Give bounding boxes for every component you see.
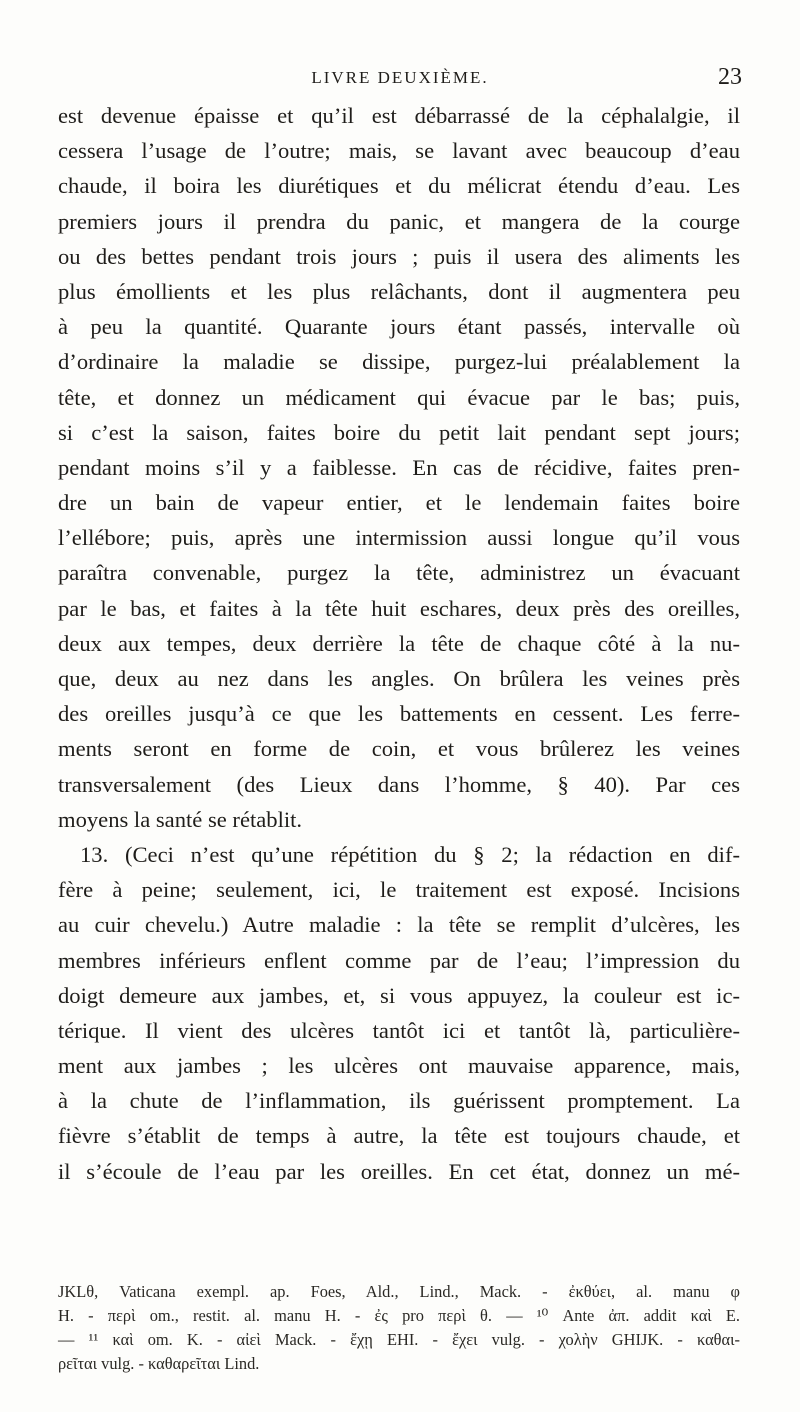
text-line: deux aux tempes, deux derrière la tête de chaque côté à la nu- [58,630,740,656]
page-number: 23 [718,64,742,90]
text-line: premiers jours il prendra du panic, et mangera de la courge [58,208,740,234]
text-line: ment aux jambes ; les ulcères ont mauvaise apparence, mais, [58,1053,740,1079]
text-line: tête, et donnez un médicament qui évacue par le bas; puis, [58,384,740,410]
footnote-line: — ¹¹ καὶ om. K. - αἰεὶ Mack. - ἔχῃ EHI. - ἔχει vulg. - χολὴν GHIJK. - καθαι- [58,1330,740,1349]
footnote-line: JKLθ, Vaticana exempl. ap. Foes, Ald., Lind., Mack. - ἐκθύει, al. manu φ [58,1282,740,1301]
text-line: membres inférieurs enflent comme par de l’eau; l’impression du [58,947,740,973]
text-line: dre un bain de vapeur entier, et le lendemain faites boire [58,490,740,516]
text-line: l’ellébore; puis, après une intermission aussi longue qu’il vous [58,525,740,551]
text-line: doigt demeure aux jambes, et, si vous appuyez, la couleur est ic- [58,982,740,1008]
text-line: à peu la quantité. Quarante jours étant passés, intervalle où [58,314,740,340]
text-line: chaude, il boira les diurétiques et du mélicrat étendu d’eau. Les [58,173,740,199]
text-line: cessera l’usage de l’outre; mais, se lavant avec beaucoup d’eau [58,138,740,164]
text-line: d’ordinaire la maladie se dissipe, purgez-lui préalablement la [58,349,740,375]
text-line: fièvre s’établit de temps à autre, la tête est toujours chaude, et [58,1123,740,1149]
text-line: est devenue épaisse et qu’il est débarrassé de la céphalalgie, il [58,103,740,128]
text-line: 13. (Ceci n’est qu’une répétition du § 2; la rédaction en dif- [80,841,740,867]
text-line: des oreilles jusqu’à ce que les battements en cessent. Les ferre- [58,701,740,727]
footnote-line: ρεῖται vulg. - καθαρεῖται Lind. [58,1354,260,1373]
main-text [58,98,740,1189]
text-line: par le bas, et faites à la tête huit eschares, deux près des oreilles, [58,595,740,621]
footnote-line: H. - περὶ om., restit. al. manu H. - ἐς pro περὶ θ. — ¹⁰ Ante ἀπ. addit καὶ E. [58,1306,740,1325]
text-line: transversalement (des Lieux dans l’homme, § 40). Par ces [58,771,740,797]
text-line: moyens la santé se rétablit. [58,806,303,832]
footnotes [58,1280,740,1376]
text-line: térique. Il vient des ulcères tantôt ici et tantôt là, particulière- [58,1017,740,1043]
text-line: si c’est la saison, faites boire du petit lait pendant sept jours; [58,419,740,445]
running-header [0,62,800,92]
text-line: il s’écoule de l’eau par les oreilles. En cet état, donnez un mé- [58,1158,740,1184]
text-line: fère à peine; seulement, ici, le traitement est exposé. Incisions [58,877,740,903]
text-line: plus émollients et les plus relâchants, dont il augmentera peu [58,278,740,304]
text-line: au cuir chevelu.) Autre maladie : la tête se remplit d’ulcères, les [58,912,740,938]
text-line: ments seront en forme de coin, et vous brûlerez les veines [58,736,740,762]
text-line: paraîtra convenable, purgez la tête, administrez un évacuant [58,560,740,586]
text-line: que, deux au nez dans les angles. On brûlera les veines près [58,666,740,691]
text-line: pendant moins s’il y a faiblesse. En cas de récidive, faites pren- [58,454,740,480]
text-line: ou des bettes pendant trois jours ; puis il usera des aliments les [58,243,740,269]
running-title: LIVRE DEUXIÈME. [311,68,489,87]
text-line: à la chute de l’inflammation, ils guérissent promptement. La [58,1088,740,1114]
